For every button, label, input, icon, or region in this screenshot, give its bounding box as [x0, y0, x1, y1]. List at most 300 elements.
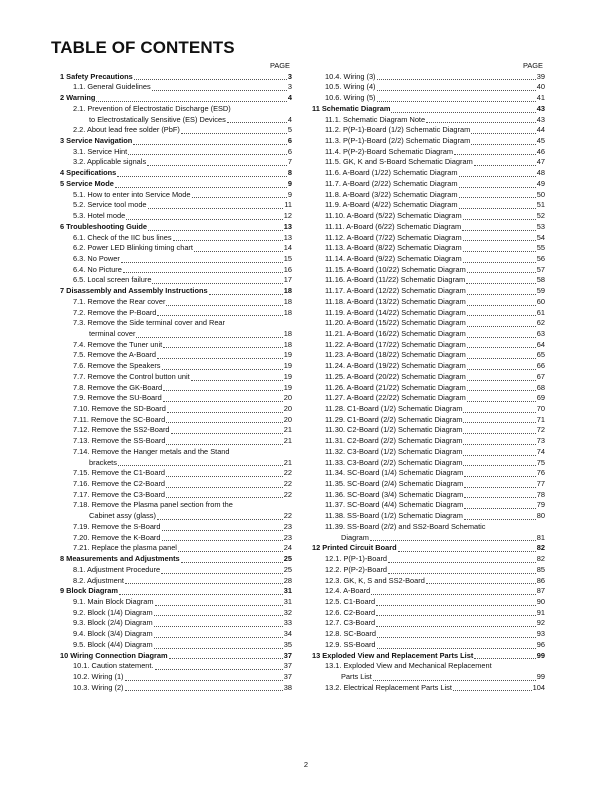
dot-leader [191, 380, 283, 381]
toc-entry-page: 91 [536, 607, 545, 617]
toc-entry[interactable] [312, 318, 545, 329]
dot-leader [463, 219, 536, 220]
toc-entry-page: 33 [283, 618, 292, 628]
toc-entry-page: 46 [536, 146, 545, 156]
toc-entry-title: 11.15. A-Board (10/22) Schematic Diagram [325, 264, 466, 274]
dot-leader [377, 648, 536, 649]
toc-entry[interactable] [312, 372, 545, 383]
dot-leader [464, 497, 535, 498]
toc-entry-title: 11.4. P(P-2)-Board Schematic Diagram [325, 146, 454, 156]
toc-entry-title: 7.17. Remove the C3-Board [73, 489, 166, 499]
dot-leader [133, 144, 287, 145]
toc-section-entry[interactable] [60, 222, 292, 233]
toc-entry[interactable] [60, 683, 292, 694]
toc-entry[interactable] [60, 104, 292, 115]
toc-entry-page: 76 [536, 468, 545, 478]
toc-entry-title: 13.2. Electrical Replacement Parts List [325, 682, 452, 692]
toc-entry[interactable] [312, 190, 545, 201]
dot-leader [178, 551, 283, 552]
toc-entry[interactable] [60, 608, 292, 619]
toc-entry-title: 5.1. How to enter into Service Mode [73, 189, 191, 199]
toc-entry-title: 5.3. Hotel mode [73, 211, 126, 221]
toc-entry-page: 56 [536, 253, 545, 263]
toc-entry-page: 15 [283, 253, 292, 263]
dot-leader [125, 583, 283, 584]
toc-entry-page: 22 [283, 479, 292, 489]
toc-section-entry[interactable] [60, 651, 292, 662]
dot-leader [463, 465, 535, 466]
toc-entry-title: 11.18. A-Board (13/22) Schematic Diagram [325, 296, 466, 306]
dot-leader [125, 680, 283, 681]
toc-entry[interactable] [312, 425, 545, 436]
toc-entry-page: 53 [536, 221, 545, 231]
toc-entry[interactable] [60, 576, 292, 587]
dot-leader [163, 390, 283, 391]
toc-section-entry[interactable] [60, 286, 292, 297]
dot-leader [388, 562, 536, 563]
toc-entry-page: 24 [283, 543, 292, 553]
toc-entry[interactable] [60, 200, 292, 211]
toc-entry[interactable] [312, 490, 545, 501]
toc-entry[interactable] [312, 254, 545, 265]
dot-leader [467, 380, 536, 381]
toc-entry-title: 11.25. A-Board (20/22) Schematic Diagram [325, 371, 466, 381]
toc-entry-title: 7.8. Remove the GK-Board [73, 382, 163, 392]
toc-entry-page: 43 [536, 103, 545, 113]
toc-entry[interactable] [312, 597, 545, 608]
dot-leader [166, 305, 282, 306]
toc-entry[interactable] [312, 533, 545, 544]
toc-entry[interactable] [60, 436, 292, 447]
toc-entry-page: 78 [536, 489, 545, 499]
toc-entry[interactable] [60, 490, 292, 501]
toc-entry-title: 11 Schematic Diagram [312, 103, 391, 113]
dot-leader [162, 369, 283, 370]
toc-entry-page: 23 [283, 521, 292, 531]
toc-entry[interactable] [312, 72, 545, 83]
dot-leader [194, 251, 283, 252]
toc-entry-page: 6 [287, 136, 292, 146]
toc-entry[interactable] [312, 340, 545, 351]
toc-entry-title: 11.8. A-Board (3/22) Schematic Diagram [325, 189, 458, 199]
toc-entry[interactable] [312, 522, 545, 533]
toc-entry-page: 73 [536, 436, 545, 446]
toc-entry[interactable] [312, 211, 545, 222]
dot-leader [463, 251, 536, 252]
toc-entry[interactable] [60, 415, 292, 426]
toc-entry[interactable] [312, 468, 545, 479]
toc-entry-title: 11.17. A-Board (12/22) Schematic Diagram [325, 286, 466, 296]
dot-leader [373, 680, 536, 681]
toc-section-entry[interactable] [60, 72, 292, 83]
dot-leader [463, 262, 536, 263]
toc-entry-page: 60 [536, 296, 545, 306]
dot-leader [119, 594, 283, 595]
toc-entry-title: 5.2. Service tool mode [73, 200, 147, 210]
toc-entry-title: 11.9. A-Board (4/22) Schematic Diagram [325, 200, 458, 210]
dot-leader [467, 390, 536, 391]
toc-entry-page: 37 [283, 661, 292, 671]
toc-entry-page: 61 [536, 307, 545, 317]
toc-entry-page: 13 [283, 221, 292, 231]
dot-leader [154, 637, 283, 638]
dot-leader [377, 637, 536, 638]
toc-entry-title: 7.21. Replace the plasma panel [73, 543, 177, 553]
toc-entry[interactable] [60, 661, 292, 672]
toc-entry-page: 21 [283, 436, 292, 446]
toc-entry[interactable] [312, 157, 545, 168]
toc-entry[interactable] [60, 350, 292, 361]
dot-leader [463, 455, 535, 456]
toc-entry[interactable] [312, 265, 545, 276]
toc-entry[interactable] [312, 640, 545, 651]
dot-leader [454, 154, 536, 155]
dot-leader [474, 658, 535, 659]
toc-entry-title: 11.13. A-Board (8/22) Schematic Diagram [325, 243, 462, 253]
toc-section-entry[interactable] [60, 136, 292, 147]
toc-entry[interactable] [312, 404, 545, 415]
toc-entry-page: 49 [536, 178, 545, 188]
toc-entry-title: 12.9. SS-Board [325, 639, 376, 649]
toc-entry[interactable] [60, 372, 292, 383]
toc-entry-title: 6.1. Check of the IIC bus lines [73, 232, 172, 242]
toc-entry[interactable] [312, 136, 545, 147]
toc-entry[interactable] [312, 275, 545, 286]
toc-entry-title: 11.27. A-Board (22/22) Schematic Diagram [325, 393, 466, 403]
toc-entry-title: 7.2. Remove the P-Board [73, 307, 157, 317]
toc-entry-title: 7.3. Remove the Side terminal cover and Rear [73, 318, 225, 328]
toc-entry-page: 19 [283, 382, 292, 392]
toc-entry[interactable] [312, 661, 545, 672]
toc-entry[interactable] [60, 383, 292, 394]
toc-entry[interactable] [312, 350, 545, 361]
toc-entry[interactable] [312, 629, 545, 640]
toc-entry[interactable] [60, 115, 292, 126]
toc-section-entry[interactable] [312, 651, 545, 662]
dot-leader [154, 626, 283, 627]
toc-entry[interactable] [60, 565, 292, 576]
dot-leader [166, 487, 283, 488]
toc-entry[interactable] [312, 586, 545, 597]
toc-entry[interactable] [312, 115, 545, 126]
toc-entry-title: 11.28. C1-Board (1/2) Schematic Diagram [325, 404, 463, 413]
toc-entry[interactable] [60, 82, 292, 93]
toc-entry-title: 7.15. Remove the C1-Board [73, 468, 166, 478]
toc-entry-page: 54 [536, 232, 545, 242]
toc-entry-title: 7.10. Remove the SD-Board [73, 404, 166, 413]
toc-entry-title: 11.21. A-Board (16/22) Schematic Diagram [325, 328, 466, 338]
toc-entry[interactable] [312, 233, 545, 244]
dot-leader [459, 176, 536, 177]
toc-entry-page: 70 [536, 404, 545, 413]
toc-entry-page: 96 [536, 639, 545, 649]
toc-entry-title: 11.22. A-Board (17/22) Schematic Diagram [325, 339, 466, 349]
toc-entry-title: 7.20. Remove the K-Board [73, 532, 161, 542]
toc-entry[interactable] [312, 608, 545, 619]
toc-entry[interactable] [60, 275, 292, 286]
toc-entry[interactable] [60, 361, 292, 372]
toc-entry[interactable] [60, 329, 292, 340]
toc-entry[interactable] [312, 286, 545, 297]
toc-entry[interactable] [60, 458, 292, 469]
toc-entry-page: 44 [536, 125, 545, 135]
toc-entry-page: 79 [536, 500, 545, 510]
dot-leader [162, 530, 283, 531]
toc-entry-title: 13.1. Exploded View and Mechanical Replacement [325, 661, 492, 671]
toc-section-entry[interactable] [60, 168, 292, 179]
toc-entry[interactable] [312, 511, 545, 522]
toc-list-left [60, 72, 292, 694]
dot-leader [166, 476, 283, 477]
toc-entry[interactable] [312, 297, 545, 308]
toc-entry-page: 67 [536, 371, 545, 381]
toc-entry-title: 12.3. GK, K, S and SS2-Board [325, 575, 425, 585]
toc-entry[interactable] [60, 479, 292, 490]
toc-entry-page: 62 [536, 318, 545, 328]
toc-entry-title: 11.36. SC-Board (3/4) Schematic Diagram [325, 489, 464, 499]
toc-entry-title: 8.1. Adjustment Procedure [73, 564, 161, 574]
dot-leader [147, 165, 287, 166]
toc-entry[interactable] [312, 82, 545, 93]
toc-entry[interactable] [60, 468, 292, 479]
toc-entry-page: 69 [536, 393, 545, 403]
dot-leader [464, 476, 535, 477]
toc-entry-page: 14 [283, 243, 292, 253]
toc-entry-title: 7.9. Remove the SU-Board [73, 393, 162, 403]
dot-leader [152, 90, 287, 91]
toc-entry-title: 7.12. Remove the SS2-Board [73, 425, 170, 435]
toc-entry-title: 7.11. Remove the SC-Board [73, 414, 166, 424]
toc-entry[interactable] [312, 361, 545, 372]
toc-entry[interactable] [312, 179, 545, 190]
dot-leader [426, 583, 536, 584]
toc-entry-title: 12.6. C2-Board [325, 607, 376, 617]
toc-entry-title: terminal cover [89, 328, 136, 338]
dot-leader [181, 133, 287, 134]
toc-entry-page: 65 [536, 350, 545, 360]
dot-leader [467, 347, 536, 348]
toc-section-entry[interactable] [60, 179, 292, 190]
toc-entry-page: 43 [536, 114, 545, 124]
toc-entry[interactable] [312, 436, 545, 447]
toc-entry-title: 10.1. Caution statement. [73, 661, 154, 671]
dot-leader [376, 605, 536, 606]
toc-entry-title: 9.3. Block (2/4) Diagram [73, 618, 153, 628]
toc-entry[interactable] [60, 233, 292, 244]
dot-leader [467, 326, 536, 327]
toc-entry-page: 77 [536, 479, 545, 489]
dot-leader [209, 294, 283, 295]
toc-entry-page: 50 [536, 189, 545, 199]
toc-entry-title: 11.10. A-Board (5/22) Schematic Diagram [325, 211, 462, 221]
toc-entry[interactable] [312, 415, 545, 426]
toc-entry-page: 8 [287, 168, 292, 178]
toc-entry[interactable] [312, 576, 545, 587]
toc-entry-title: 10 Wiring Connection Diagram [60, 650, 168, 660]
toc-entry[interactable] [60, 511, 292, 522]
toc-entry[interactable] [312, 565, 545, 576]
toc-entry[interactable] [312, 393, 545, 404]
toc-entry-page: 12 [283, 211, 292, 221]
dot-leader [173, 240, 283, 241]
toc-entry[interactable] [312, 447, 545, 458]
toc-entry[interactable] [312, 147, 545, 158]
toc-section-entry[interactable] [60, 93, 292, 104]
toc-entry[interactable] [312, 200, 545, 211]
toc-entry-page: 3 [287, 82, 292, 92]
toc-entry[interactable] [60, 425, 292, 436]
toc-entry-title: 12.8. SC-Board [325, 629, 376, 639]
toc-entry-page: 20 [283, 404, 292, 413]
toc-entry[interactable] [60, 640, 292, 651]
dot-leader [155, 669, 283, 670]
toc-entry[interactable] [60, 211, 292, 222]
toc-entry[interactable] [60, 318, 292, 329]
toc-entry-title: 2.1. Prevention of Electrostatic Discharge (ESD) [73, 103, 231, 113]
toc-entry-title: 11.14. A-Board (9/22) Schematic Diagram [325, 253, 462, 263]
toc-entry[interactable] [60, 533, 292, 544]
toc-entry-page: 90 [536, 596, 545, 606]
toc-entry[interactable] [60, 243, 292, 254]
toc-section-entry[interactable] [60, 586, 292, 597]
toc-entry[interactable] [60, 125, 292, 136]
dot-leader [376, 615, 536, 616]
toc-entry[interactable] [60, 447, 292, 458]
dot-leader [155, 605, 283, 606]
toc-entry-title: 12.5. C1-Board [325, 596, 376, 606]
dot-leader [163, 347, 283, 348]
dot-leader [464, 487, 535, 488]
toc-entry[interactable] [60, 254, 292, 265]
toc-entry[interactable] [312, 500, 545, 511]
toc-entry-title: Diagram [341, 532, 369, 542]
toc-entry-title: 10.6. Wiring (5) [325, 93, 376, 103]
toc-entry[interactable] [312, 168, 545, 179]
toc-entry-title: 2.2. About lead free solder (PbF) [73, 125, 180, 135]
toc-entry-page: 4 [287, 114, 292, 124]
toc-entry-page: 3 [287, 71, 292, 81]
toc-entry-page: 38 [283, 682, 292, 692]
toc-entry-title: 11.38. SS-Board (1/2) Schematic Diagram [325, 511, 463, 521]
dot-leader [459, 187, 536, 188]
toc-entry-title: 11.37. SC-Board (4/4) Schematic Diagram [325, 500, 464, 510]
toc-entry-title: 11.35. SC-Board (2/4) Schematic Diagram [325, 479, 464, 489]
dot-leader [157, 358, 283, 359]
dot-leader [121, 262, 283, 263]
toc-entry-title: 11.12. A-Board (7/22) Schematic Diagram [325, 232, 462, 242]
toc-entry-title: 3.1. Service Hint [73, 146, 128, 156]
dot-leader [123, 272, 283, 273]
toc-entry[interactable] [60, 393, 292, 404]
toc-section-entry[interactable] [60, 554, 292, 565]
dot-leader [388, 573, 536, 574]
toc-entry[interactable] [60, 672, 292, 683]
toc-section-entry[interactable] [312, 543, 545, 554]
toc-entry[interactable] [312, 458, 545, 469]
toc-entry[interactable] [312, 383, 545, 394]
toc-entry[interactable] [60, 340, 292, 351]
toc-entry-page: 5 [287, 125, 292, 135]
toc-entry-title: 7.13. Remove the SS-Board [73, 436, 166, 446]
toc-entry-title: 11.23. A-Board (18/22) Schematic Diagram [325, 350, 466, 360]
toc-entry[interactable] [60, 265, 292, 276]
toc-entry[interactable] [60, 404, 292, 415]
toc-entry-page: 86 [536, 575, 545, 585]
toc-entry-title: 12.2. P(P-2)-Board [325, 564, 388, 574]
toc-entry-title: 11.26. A-Board (21/22) Schematic Diagram [325, 382, 466, 392]
toc-entry-page: 45 [536, 136, 545, 146]
toc-entry-title: 9.5. Block (4/4) Diagram [73, 639, 153, 649]
toc-entry[interactable] [60, 500, 292, 511]
toc-entry-page: 57 [536, 264, 545, 274]
toc-entry-page: 81 [536, 532, 545, 542]
dot-leader [471, 133, 536, 134]
toc-entry[interactable] [60, 618, 292, 629]
dot-leader [391, 112, 535, 113]
dot-leader [171, 433, 283, 434]
toc-entry-page: 19 [283, 350, 292, 360]
dot-leader [128, 154, 287, 155]
toc-entry[interactable] [312, 554, 545, 565]
toc-entry[interactable] [312, 672, 545, 683]
dot-leader [371, 594, 536, 595]
toc-entry-title: 7.6. Remove the Speakers [73, 361, 161, 371]
toc-entry[interactable] [60, 597, 292, 608]
toc-entry-title: 9 Block Diagram [60, 586, 118, 596]
toc-entry[interactable] [60, 157, 292, 168]
toc-entry-title: 7.7. Remove the Control button unit [73, 371, 190, 381]
toc-entry[interactable] [312, 243, 545, 254]
dot-leader [459, 197, 536, 198]
toc-entry[interactable] [60, 522, 292, 533]
toc-entry-title: 12.4. A-Board [325, 586, 371, 596]
dot-leader [166, 444, 282, 445]
toc-entry-page: 52 [536, 211, 545, 221]
toc-entry[interactable] [60, 297, 292, 308]
toc-entry[interactable] [312, 93, 545, 104]
toc-entry-page: 71 [536, 414, 545, 424]
dot-leader [154, 648, 283, 649]
toc-entry-page: 22 [283, 468, 292, 478]
toc-entry-page: 68 [536, 382, 545, 392]
dot-leader [125, 690, 283, 691]
toc-section-entry[interactable] [312, 104, 545, 115]
toc-entry[interactable] [312, 479, 545, 490]
toc-entry[interactable] [60, 629, 292, 640]
toc-entry-page: 4 [287, 93, 292, 103]
toc-entry[interactable] [60, 308, 292, 319]
toc-entry[interactable] [312, 308, 545, 319]
toc-entry[interactable] [312, 222, 545, 233]
toc-entry-page: 99 [536, 671, 545, 681]
toc-entry[interactable] [312, 125, 545, 136]
toc-entry-title: 7.4. Remove the Tuner unit [73, 339, 163, 349]
toc-entry[interactable] [60, 190, 292, 201]
toc-column-left [60, 61, 292, 693]
toc-entry-page: 72 [536, 425, 545, 435]
toc-entry[interactable] [60, 147, 292, 158]
toc-entry-title: Parts List [341, 671, 372, 681]
dot-leader [462, 230, 536, 231]
toc-entry[interactable] [312, 683, 545, 694]
toc-entry[interactable] [60, 543, 292, 554]
toc-entry-title: 8.2. Adjustment [73, 575, 124, 585]
toc-entry-title: 11.34. SC-Board (1/4) Schematic Diagram [325, 468, 464, 478]
toc-entry-title: 6 Troubleshooting Guide [60, 221, 148, 231]
toc-entry[interactable] [312, 329, 545, 340]
dot-leader [157, 519, 283, 520]
toc-entry[interactable] [312, 618, 545, 629]
